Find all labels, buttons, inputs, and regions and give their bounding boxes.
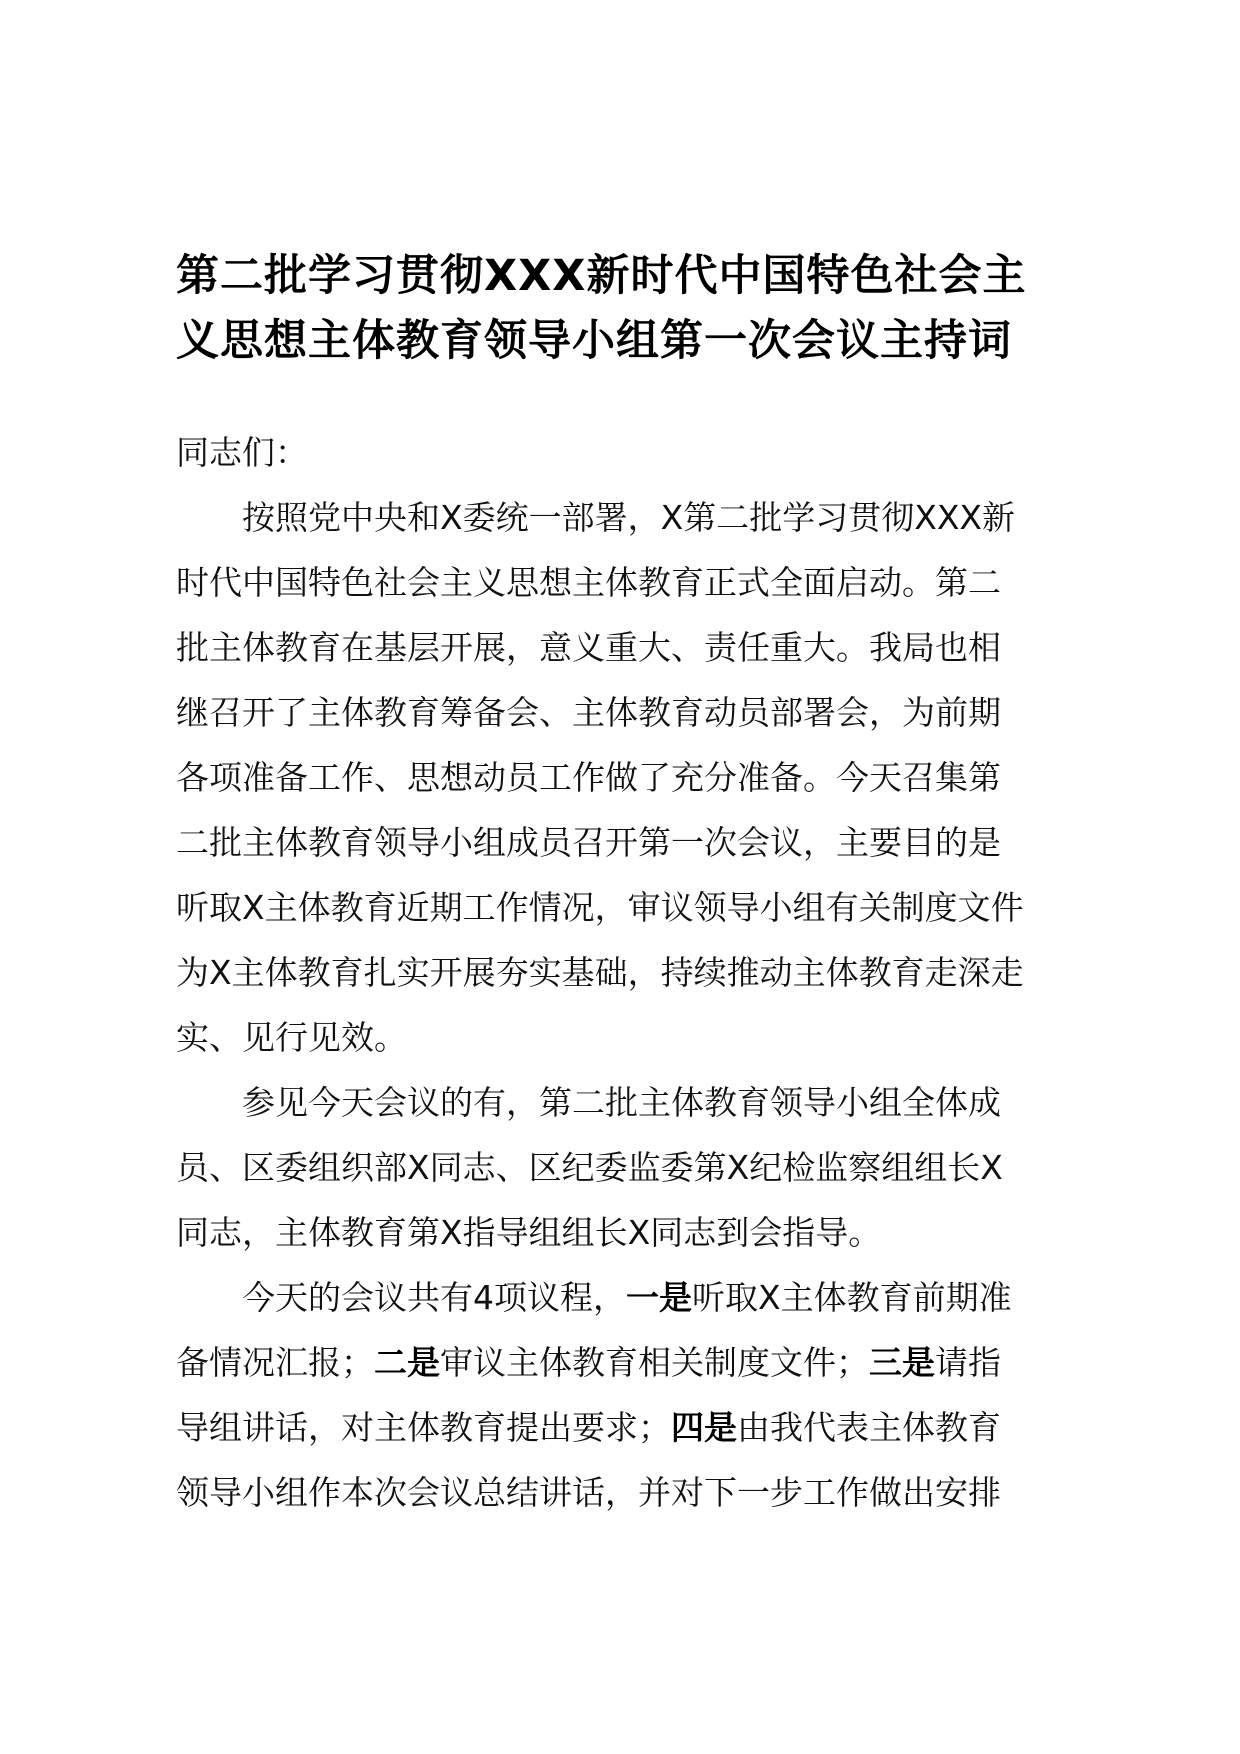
paragraph-1 <box>176 485 1116 1070</box>
paragraph-line <box>176 1265 1116 1330</box>
paragraph-line: 为X主体教育扎实开展夯实基础，持续推动主体教育走深走 <box>176 953 1024 992</box>
paragraph-line: 时代中国特色社会主义思想主体教育正式全面启动。第二 <box>176 563 1001 602</box>
paragraph-line <box>176 1330 1116 1395</box>
text-run: 审议主体教育相关制度文件； <box>440 1343 869 1382</box>
salutation: 同志们： <box>176 433 308 472</box>
paragraph-line: 同志，主体教育第X指导组组长X同志到会指导。 <box>176 1213 882 1252</box>
paragraph-line: 继召开了主体教育筹备会、主体教育动员部署会，为前期 <box>176 693 1001 732</box>
agenda-item-2-marker: 二是 <box>374 1343 440 1382</box>
paragraph-line: 实、见行见效。 <box>176 1018 407 1057</box>
agenda-item-3-marker: 三是 <box>869 1343 935 1382</box>
paragraph-line: 批主体教育在基层开展，意义重大、责任重大。我局也相 <box>176 628 1001 667</box>
text-run: 由我代表主体教育 <box>737 1408 1001 1447</box>
document-body <box>176 420 1116 1525</box>
paragraph-2 <box>176 1070 1116 1265</box>
title-line-2: 义思想主体教育领导小组第一次会议主持词 <box>176 316 1012 366</box>
agenda-item-1-marker: 一是 <box>626 1278 692 1317</box>
text-run: 备情况汇报； <box>176 1343 374 1382</box>
text-run: 听取X主体教育前期准 <box>692 1278 1012 1317</box>
paragraph-line: 各项准备工作、思想动员工作做了充分准备。今天召集第 <box>176 758 1001 797</box>
title-line-1: 第二批学习贯彻XXX新时代中国特色社会主 <box>176 251 1027 301</box>
paragraph-line: 按照党中央和X委统一部署，X第二批学习贯彻XXX新 <box>242 498 1016 537</box>
agenda-item-4-marker: 四是 <box>671 1408 737 1447</box>
paragraph-line: 员、区委组织部X同志、区纪委监委第X纪检监察组组长X <box>176 1148 1003 1187</box>
paragraph-line: 二批主体教育领导小组成员召开第一次会议，主要目的是 <box>176 823 1001 862</box>
document-title <box>176 244 1116 374</box>
text-run: 请指 <box>935 1343 1001 1382</box>
paragraph-line <box>176 1395 1116 1460</box>
paragraph-line: 领导小组作本次会议总结讲话，并对下一步工作做出安排 <box>176 1473 1001 1512</box>
paragraph-line: 听取X主体教育近期工作情况，审议领导小组有关制度文件 <box>176 888 1024 927</box>
paragraph-3 <box>176 1265 1116 1525</box>
text-run: 导组讲话，对主体教育提出要求； <box>176 1408 671 1447</box>
text-run: 今天的会议共有4项议程， <box>242 1278 626 1317</box>
paragraph-line: 参见今天会议的有，第二批主体教育领导小组全体成 <box>242 1083 1001 1122</box>
